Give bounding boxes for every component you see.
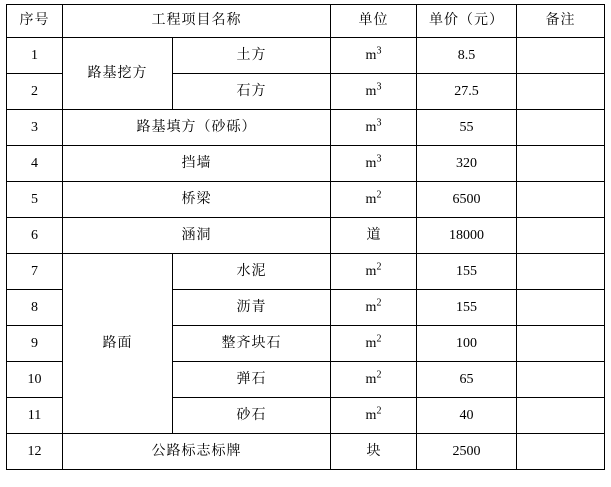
unit-text: m [365, 47, 377, 63]
cell-unit [331, 74, 417, 110]
column-header-price: 单价（元） [417, 5, 517, 38]
cell-price: 2500 [417, 434, 517, 470]
cell-price: 8.5 [417, 38, 517, 74]
cell-item-name: 涵洞 [63, 218, 331, 254]
table-header [7, 5, 605, 38]
cell-unit [331, 146, 417, 182]
cell-unit [331, 254, 417, 290]
cell-price: 55 [417, 110, 517, 146]
unit-text: m [365, 155, 377, 171]
cell-unit [331, 326, 417, 362]
cell-item-name: 公路标志标牌 [63, 434, 331, 470]
unit-text: m [365, 263, 377, 279]
unit-text: m [365, 191, 377, 207]
cell-item-name: 桥梁 [63, 182, 331, 218]
cell-no: 11 [7, 398, 63, 434]
unit-text: m [365, 371, 377, 387]
cell-unit [331, 218, 417, 254]
cell-no: 1 [7, 38, 63, 74]
cell-remark [517, 290, 605, 326]
cell-remark [517, 398, 605, 434]
cell-group-name: 路基挖方 [63, 38, 173, 110]
unit-exponent: 2 [376, 405, 382, 417]
unit-exponent: 3 [376, 117, 382, 129]
cell-price: 40 [417, 398, 517, 434]
cell-no: 8 [7, 290, 63, 326]
unit-text: m [365, 83, 377, 99]
unit-exponent: 3 [376, 45, 382, 57]
cell-price: 320 [417, 146, 517, 182]
table-header-row [7, 5, 605, 38]
price-table [6, 4, 605, 470]
cell-item-name: 路基填方（砂砾） [63, 110, 331, 146]
cell-item-name: 沥青 [173, 290, 331, 326]
column-header-no: 序号 [7, 5, 63, 38]
cell-remark [517, 326, 605, 362]
cell-unit [331, 38, 417, 74]
cell-no: 9 [7, 326, 63, 362]
column-header-name: 工程项目名称 [63, 5, 331, 38]
table-row [7, 38, 605, 74]
cell-unit [331, 398, 417, 434]
cell-remark [517, 362, 605, 398]
cell-no: 3 [7, 110, 63, 146]
cell-price: 100 [417, 326, 517, 362]
unit-text: m [365, 407, 377, 423]
cell-item-name: 石方 [173, 74, 331, 110]
table-body [7, 38, 605, 470]
unit-text: 道 [366, 227, 381, 243]
cell-no: 7 [7, 254, 63, 290]
table-row [7, 110, 605, 146]
table-row [7, 218, 605, 254]
cell-item-name: 弹石 [173, 362, 331, 398]
column-header-unit: 单位 [331, 5, 417, 38]
table-row [7, 182, 605, 218]
cell-item-name: 水泥 [173, 254, 331, 290]
cell-price: 6500 [417, 182, 517, 218]
cell-unit [331, 434, 417, 470]
cell-no: 4 [7, 146, 63, 182]
unit-exponent: 3 [376, 153, 382, 165]
unit-exponent: 2 [376, 189, 382, 201]
cell-no: 10 [7, 362, 63, 398]
cell-remark [517, 434, 605, 470]
table-row [7, 254, 605, 290]
unit-exponent: 2 [376, 369, 382, 381]
column-header-remark: 备注 [517, 5, 605, 38]
cell-remark [517, 182, 605, 218]
unit-text: m [365, 299, 377, 315]
cell-no: 5 [7, 182, 63, 218]
cell-price: 18000 [417, 218, 517, 254]
unit-exponent: 2 [376, 333, 382, 345]
cell-remark [517, 218, 605, 254]
unit-exponent: 3 [376, 81, 382, 93]
cell-unit [331, 110, 417, 146]
cell-no: 6 [7, 218, 63, 254]
unit-text: m [365, 335, 377, 351]
table-row [7, 146, 605, 182]
cell-price: 27.5 [417, 74, 517, 110]
cell-price: 155 [417, 290, 517, 326]
cell-group-name: 路面 [63, 254, 173, 434]
cell-item-name: 挡墙 [63, 146, 331, 182]
cell-item-name: 砂石 [173, 398, 331, 434]
cell-unit [331, 290, 417, 326]
cell-unit [331, 362, 417, 398]
cell-unit [331, 182, 417, 218]
unit-exponent: 2 [376, 261, 382, 273]
table-row [7, 434, 605, 470]
cell-remark [517, 38, 605, 74]
cell-item-name: 土方 [173, 38, 331, 74]
cell-price: 65 [417, 362, 517, 398]
unit-text: 块 [366, 443, 381, 459]
cell-remark [517, 146, 605, 182]
cell-remark [517, 110, 605, 146]
cell-item-name: 整齐块石 [173, 326, 331, 362]
cell-remark [517, 74, 605, 110]
cell-no: 12 [7, 434, 63, 470]
cell-price: 155 [417, 254, 517, 290]
cell-remark [517, 254, 605, 290]
cell-no: 2 [7, 74, 63, 110]
unit-exponent: 2 [376, 297, 382, 309]
unit-text: m [365, 119, 377, 135]
